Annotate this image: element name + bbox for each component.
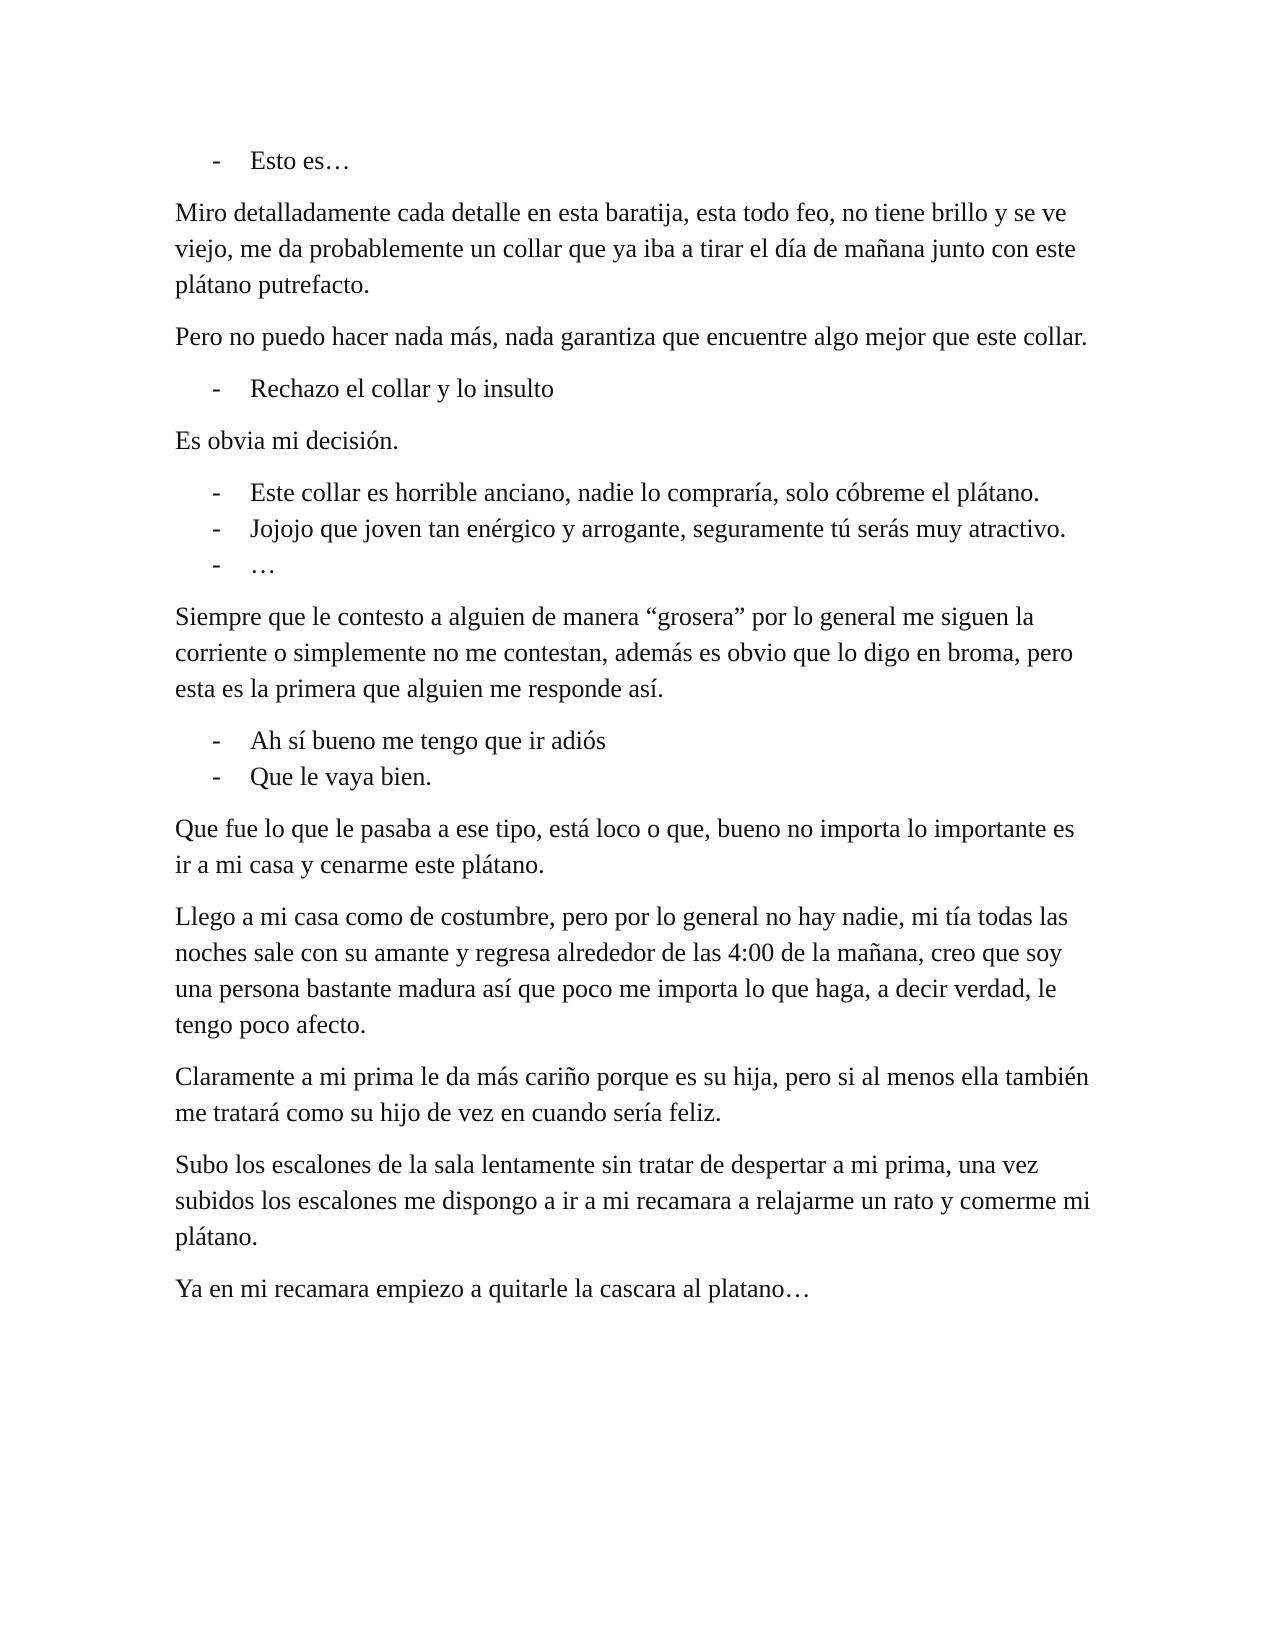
dialogue-line bbox=[175, 143, 1095, 179]
dialogue-text: Esto es… bbox=[250, 146, 351, 175]
dialogue-text: … bbox=[250, 550, 276, 579]
dialogue-list bbox=[175, 371, 1095, 407]
paragraph: Pero no puedo hacer nada más, nada garantiza que encuentre algo mejor que este collar. bbox=[175, 322, 1088, 351]
dialogue-line bbox=[175, 475, 1095, 511]
dialogue-list bbox=[175, 143, 1095, 179]
dash-bullet: - bbox=[212, 374, 221, 403]
dialogue-list bbox=[175, 475, 1095, 583]
dialogue-text: Ah sí bueno me tengo que ir adiós bbox=[250, 726, 606, 755]
paragraph: Que fue lo que le pasaba a ese tipo, está loco o que, bueno no importa lo importante es ir a mi casa y cenarme este plátano. bbox=[175, 814, 1075, 879]
dash-bullet: - bbox=[212, 550, 221, 579]
dialogue-line bbox=[175, 547, 1095, 583]
dash-bullet: - bbox=[212, 514, 221, 543]
dialogue-text: Jojojo que joven tan enérgico y arrogante, seguramente tú serás muy atractivo. bbox=[250, 514, 1067, 543]
dialogue-text: Que le vaya bien. bbox=[250, 762, 432, 791]
dialogue-line bbox=[175, 723, 1095, 759]
paragraph: Subo los escalones de la sala lentamente sin tratar de despertar a mi prima, una vez subidos los escalones me dispongo a ir a mi recamara a relajarme un rato y comerme mi plátano. bbox=[175, 1150, 1091, 1251]
dialogue-text: Rechazo el collar y lo insulto bbox=[250, 374, 554, 403]
paragraph: Siempre que le contesto a alguien de manera “grosera” por lo general me siguen la corriente o simplemente no me contestan, además es obvio que lo digo en broma, pero esta es la primera que alguien me responde así. bbox=[175, 602, 1074, 703]
paragraph: Claramente a mi prima le da más cariño porque es su hija, pero si al menos ella también me tratará como su hijo de vez en cuando sería feliz. bbox=[175, 1062, 1090, 1127]
dialogue-line bbox=[175, 511, 1095, 547]
document-body bbox=[175, 143, 1095, 1323]
dash-bullet: - bbox=[212, 726, 221, 755]
paragraph: Ya en mi recamara empiezo a quitarle la cascara al platano… bbox=[175, 1274, 811, 1303]
dash-bullet: - bbox=[212, 478, 221, 507]
dash-bullet: - bbox=[212, 762, 221, 791]
dialogue-line bbox=[175, 759, 1095, 795]
dialogue-text: Este collar es horrible anciano, nadie lo compraría, solo cóbreme el plátano. bbox=[250, 478, 1040, 507]
paragraph: Llego a mi casa como de costumbre, pero por lo general no hay nadie, mi tía todas las noches sale con su amante y regresa alrededor de las 4:00 de la mañana, creo que soy una persona bastante madura así que poco me importa lo que haga, a decir verdad, le tengo poco afecto. bbox=[175, 902, 1069, 1039]
paragraph: Es obvia mi decisión. bbox=[175, 426, 399, 455]
dialogue-list bbox=[175, 723, 1095, 795]
dialogue-line bbox=[175, 371, 1095, 407]
dash-bullet: - bbox=[212, 146, 221, 175]
paragraph: Miro detalladamente cada detalle en esta baratija, esta todo feo, no tiene brillo y se ve viejo, me da probablemente un collar que ya iba a tirar el día de mañana junto con este plátano putrefacto. bbox=[175, 198, 1076, 299]
